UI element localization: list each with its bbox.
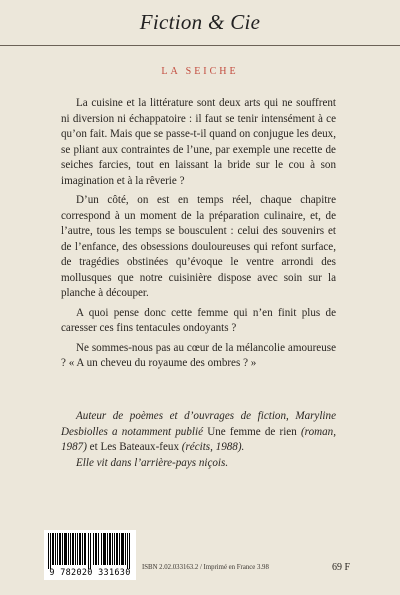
- bio-conjunction: et: [86, 441, 101, 453]
- bio-paragraph-2: Elle vit dans l’arrière-pays niçois.: [76, 456, 229, 469]
- isbn-line: ISBN 2.02.033163.2 / Imprimé en France 3.98: [142, 564, 269, 571]
- bio-text: Auteur de poèmes et d’ouvrages de fiction, Maryline Desbiolles a notamment publié: [61, 410, 336, 438]
- blurb-paragraph-4: Ne sommes-nous pas au cœur de la mélancolie amoureuse ? « A un cheveu du royaume des ombres ? »: [61, 341, 336, 369]
- header-divider: [0, 45, 400, 46]
- blurb-paragraph-2: D’un côté, on est en temps réel, chaque chapitre correspond à un moment de la préparation culinaire, et, de l’autre, tous les temps se bousculent : celui des souvenirs et de l’enfance, des obsessions douloureuses qui refont surface, de tragédies obstinées qu’évoque le ventre arrondi des mollusques que notre cuisinière dispose avec soin sur la planche à découper.: [61, 194, 336, 299]
- book-title: LA SEICHE: [161, 66, 239, 77]
- blurb: [61, 96, 336, 376]
- barcode-digits: 9 782020 331630: [49, 568, 131, 578]
- author-bio: [61, 409, 336, 471]
- series-title: Fiction & Cie: [139, 10, 261, 34]
- blurb-paragraph-3: A quoi pense donc cette femme qui n’en finit plus de caresser ces fins tentacules ondoyants ?: [61, 306, 336, 334]
- bio-genre-2: (récits, 1988).: [179, 441, 245, 453]
- price: 69 F: [332, 562, 351, 573]
- bio-paragraph-1: [61, 409, 336, 456]
- bio-genre-1: (roman, 1987): [61, 425, 336, 453]
- bio-title-1: Une femme de rien: [203, 425, 301, 438]
- blurb-paragraph-1: La cuisine et la littérature sont deux arts qui ne souffrent ni diversion ni échappatoire : il faut se tenir intensément à ce qu’on fait. Mais que se passe-t-il quand on conjugue les deux, se pliant aux contraintes de l’une, par exemple une recette de seiches farcies, tout en laissant la bride sur le cou à son imagination et à la rêverie ?: [61, 97, 336, 187]
- barcode-bars: [48, 533, 132, 569]
- bio-title-2: Les Bateaux-feux: [100, 441, 179, 453]
- barcode: [44, 530, 136, 580]
